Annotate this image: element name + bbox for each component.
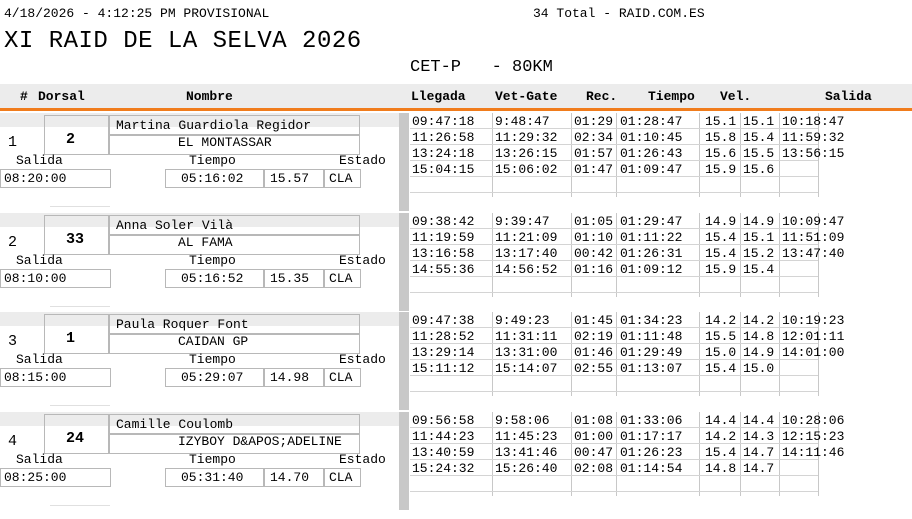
loop-cell: 15.0 xyxy=(705,345,737,360)
loop-cell: 09:47:18 xyxy=(412,114,475,129)
grid-line xyxy=(616,213,617,297)
salida-value: 08:10:00 xyxy=(4,271,67,286)
tiempo-label: Tiempo xyxy=(189,352,236,367)
loop-cell: 01:11:48 xyxy=(620,329,683,344)
estado-label: Estado xyxy=(339,452,386,467)
loop-cell: 14.3 xyxy=(743,429,775,444)
position: 2 xyxy=(8,234,18,251)
dorsal-box xyxy=(44,314,110,354)
loop-cell: 14.4 xyxy=(743,413,775,428)
report-timestamp: 4/18/2026 - 4:12:25 PM PROVISIONAL xyxy=(4,6,270,21)
loop-cell: 01:05 xyxy=(574,214,614,229)
estado-value: CLA xyxy=(329,470,353,485)
grid-line xyxy=(616,412,617,496)
grid-line xyxy=(571,113,572,197)
loop-cell: 14.9 xyxy=(705,214,737,229)
loop-cell: 13:56:15 xyxy=(782,146,845,161)
loop-cell: 14.4 xyxy=(705,413,737,428)
loop-cell: 10:09:47 xyxy=(782,214,845,229)
grid-line xyxy=(410,292,818,293)
loop-cell: 15.1 xyxy=(705,114,737,129)
tiempo-label: Tiempo xyxy=(189,153,236,168)
loop-cell: 15.4 xyxy=(743,262,775,277)
loop-cell: 15.1 xyxy=(743,114,775,129)
horse-name: IZYBOY D&APOS;ADELINE xyxy=(178,434,342,449)
loop-cell: 15:24:32 xyxy=(412,461,475,476)
loop-cell: 01:33:06 xyxy=(620,413,683,428)
rider-name: Camille Coulomb xyxy=(116,417,234,432)
grid-line xyxy=(410,391,818,392)
loop-cell: 15.4 xyxy=(705,445,737,460)
vel-value: 15.35 xyxy=(270,271,310,286)
dorsal-number: 2 xyxy=(66,131,76,148)
loop-cell: 01:26:43 xyxy=(620,146,683,161)
event-title: XI RAID DE LA SELVA 2026 xyxy=(4,28,362,55)
loop-cell: 11:21:09 xyxy=(495,230,558,245)
loop-cell: 13:47:40 xyxy=(782,246,845,261)
col-llegada: Llegada xyxy=(411,89,466,104)
grid-line xyxy=(410,192,818,193)
grid-line xyxy=(699,312,700,396)
col-vetgate: Vet-Gate xyxy=(495,89,558,104)
loop-cell: 01:09:47 xyxy=(620,162,683,177)
estado-label: Estado xyxy=(339,153,386,168)
loop-cell: 01:14:54 xyxy=(620,461,683,476)
loop-cell: 01:26:31 xyxy=(620,246,683,261)
rider-name: Martina Guardiola Regidor xyxy=(116,118,312,133)
loop-cell: 15.4 xyxy=(705,230,737,245)
loop-cell: 13:41:46 xyxy=(495,445,558,460)
loop-cell: 9:39:47 xyxy=(495,214,550,229)
loop-cell: 10:28:06 xyxy=(782,413,845,428)
col-nombre: Nombre xyxy=(186,89,233,104)
column-separator xyxy=(399,412,409,510)
rider-block xyxy=(0,113,912,211)
loop-cell: 11:44:23 xyxy=(412,429,475,444)
loop-cell: 01:08 xyxy=(574,413,614,428)
divider xyxy=(50,206,110,207)
horse-name: CAIDAN GP xyxy=(178,334,249,349)
loop-cell: 15.0 xyxy=(743,361,775,376)
estado-value: CLA xyxy=(329,171,353,186)
loop-cell: 01:28:47 xyxy=(620,114,683,129)
rider-name: Paula Roquer Font xyxy=(116,317,249,332)
horse-name: EL MONTASSAR xyxy=(178,135,272,150)
loop-cell: 01:46 xyxy=(574,345,614,360)
total-count: 34 Total - RAID.COM.ES xyxy=(533,6,705,21)
loop-cell: 15.5 xyxy=(705,329,737,344)
salida-label: Salida xyxy=(16,253,63,268)
loop-cell: 12:01:11 xyxy=(782,329,845,344)
loop-cell: 01:09:12 xyxy=(620,262,683,277)
loop-cell: 13:40:59 xyxy=(412,445,475,460)
loop-cell: 14.8 xyxy=(705,461,737,476)
loop-cell: 02:55 xyxy=(574,361,614,376)
salida-label: Salida xyxy=(16,452,63,467)
salida-value: 08:15:00 xyxy=(4,370,67,385)
loop-cell: 01:10 xyxy=(574,230,614,245)
column-separator xyxy=(399,312,409,410)
loop-cell: 11:19:59 xyxy=(412,230,475,245)
loop-cell: 13:24:18 xyxy=(412,146,475,161)
category-label: CET-P - 80KM xyxy=(410,58,553,77)
grid-line xyxy=(492,213,493,297)
grid-line xyxy=(699,213,700,297)
grid-line xyxy=(492,312,493,396)
loop-cell: 01:17:17 xyxy=(620,429,683,444)
rider-block xyxy=(0,312,912,410)
grid-line xyxy=(699,412,700,496)
horse-box xyxy=(108,234,360,255)
loop-cell: 00:47 xyxy=(574,445,614,460)
salida-value: 08:20:00 xyxy=(4,171,67,186)
divider xyxy=(50,306,110,307)
loop-cell: 15.4 xyxy=(743,130,775,145)
dorsal-box xyxy=(44,115,110,155)
loop-cell: 13:29:14 xyxy=(412,345,475,360)
loop-cell: 11:31:11 xyxy=(495,329,558,344)
loop-cell: 15:04:15 xyxy=(412,162,475,177)
loop-cell: 02:08 xyxy=(574,461,614,476)
column-header-row xyxy=(0,84,912,111)
grid-line xyxy=(571,412,572,496)
grid-line xyxy=(410,491,818,492)
loop-cell: 13:26:15 xyxy=(495,146,558,161)
grid-line xyxy=(616,113,617,197)
estado-label: Estado xyxy=(339,352,386,367)
loop-cell: 13:31:00 xyxy=(495,345,558,360)
loop-cell: 11:59:32 xyxy=(782,130,845,145)
col-vel: Vel. xyxy=(720,89,752,104)
loop-cell: 01:16 xyxy=(574,262,614,277)
grid-line xyxy=(779,312,780,396)
loop-cell: 02:19 xyxy=(574,329,614,344)
loop-cell: 10:19:23 xyxy=(782,313,845,328)
loop-cell: 10:18:47 xyxy=(782,114,845,129)
loop-cell: 11:26:58 xyxy=(412,130,475,145)
loop-cell: 14.2 xyxy=(743,313,775,328)
grid-line xyxy=(740,312,741,396)
col-tiempo: Tiempo xyxy=(648,89,695,104)
loop-cell: 01:45 xyxy=(574,313,614,328)
column-separator xyxy=(399,213,409,311)
position: 4 xyxy=(8,433,18,450)
salida-label: Salida xyxy=(16,153,63,168)
loop-cell: 13:16:58 xyxy=(412,246,475,261)
grid-line xyxy=(779,412,780,496)
tiempo-label: Tiempo xyxy=(189,452,236,467)
col-salida: Salida xyxy=(825,89,872,104)
position: 1 xyxy=(8,134,18,151)
loop-cell: 01:11:22 xyxy=(620,230,683,245)
grid-line xyxy=(571,213,572,297)
salida-label: Salida xyxy=(16,352,63,367)
divider xyxy=(50,505,110,506)
loop-cell: 01:47 xyxy=(574,162,614,177)
col-rec: Rec. xyxy=(586,89,618,104)
loop-cell: 11:29:32 xyxy=(495,130,558,145)
loop-cell: 15.5 xyxy=(743,146,775,161)
loop-cell: 14.2 xyxy=(705,429,737,444)
loop-cell: 15:14:07 xyxy=(495,361,558,376)
loop-cell: 9:58:06 xyxy=(495,413,550,428)
loop-cell: 01:29:49 xyxy=(620,345,683,360)
loop-cell: 13:17:40 xyxy=(495,246,558,261)
rider-block xyxy=(0,213,912,311)
position: 3 xyxy=(8,333,18,350)
loop-cell: 14:01:00 xyxy=(782,345,845,360)
loop-cell: 15.2 xyxy=(743,246,775,261)
col-dorsal: Dorsal xyxy=(38,89,85,104)
loop-cell: 9:48:47 xyxy=(495,114,550,129)
loop-cell: 15.1 xyxy=(743,230,775,245)
loop-cell: 01:00 xyxy=(574,429,614,444)
loop-cell: 14:56:52 xyxy=(495,262,558,277)
grid-line xyxy=(616,312,617,396)
loop-cell: 15.9 xyxy=(705,162,737,177)
tiempo-value: 05:16:02 xyxy=(181,171,244,186)
grid-line xyxy=(740,412,741,496)
loop-cell: 01:34:23 xyxy=(620,313,683,328)
dorsal-number: 33 xyxy=(66,231,85,248)
vel-value: 14.98 xyxy=(270,370,310,385)
grid-line xyxy=(740,113,741,197)
tiempo-value: 05:29:07 xyxy=(181,370,244,385)
loop-cell: 01:13:07 xyxy=(620,361,683,376)
loop-cell: 14.9 xyxy=(743,345,775,360)
grid-line xyxy=(571,312,572,396)
loop-cell: 01:29 xyxy=(574,114,614,129)
loop-cell: 15:06:02 xyxy=(495,162,558,177)
loop-cell: 11:45:23 xyxy=(495,429,558,444)
column-separator xyxy=(399,113,409,211)
vel-value: 14.70 xyxy=(270,470,310,485)
grid-line xyxy=(779,113,780,197)
loop-cell: 14:55:36 xyxy=(412,262,475,277)
tiempo-value: 05:31:40 xyxy=(181,470,244,485)
tiempo-value: 05:16:52 xyxy=(181,271,244,286)
loop-cell: 01:29:47 xyxy=(620,214,683,229)
loop-cell: 15.6 xyxy=(743,162,775,177)
loop-cell: 14.9 xyxy=(743,214,775,229)
loop-cell: 14.7 xyxy=(743,445,775,460)
loop-cell: 01:57 xyxy=(574,146,614,161)
grid-line xyxy=(492,412,493,496)
estado-label: Estado xyxy=(339,253,386,268)
loop-cell: 15.4 xyxy=(705,361,737,376)
loop-cell: 11:28:52 xyxy=(412,329,475,344)
loop-cell: 14.8 xyxy=(743,329,775,344)
col-pos: # xyxy=(20,89,28,104)
tiempo-label: Tiempo xyxy=(189,253,236,268)
dorsal-number: 1 xyxy=(66,330,76,347)
loop-cell: 15.9 xyxy=(705,262,737,277)
estado-value: CLA xyxy=(329,271,353,286)
loop-cell: 00:42 xyxy=(574,246,614,261)
salida-value: 08:25:00 xyxy=(4,470,67,485)
loop-cell: 12:15:23 xyxy=(782,429,845,444)
rider-block xyxy=(0,412,912,510)
loop-cell: 15.8 xyxy=(705,130,737,145)
loop-cell: 01:26:23 xyxy=(620,445,683,460)
dorsal-number: 24 xyxy=(66,430,85,447)
loop-cell: 15:11:12 xyxy=(412,361,475,376)
loop-cell: 14:11:46 xyxy=(782,445,845,460)
loop-cell: 14.7 xyxy=(743,461,775,476)
grid-line xyxy=(779,213,780,297)
loop-cell: 14.2 xyxy=(705,313,737,328)
horse-name: AL FAMA xyxy=(178,235,233,250)
vel-value: 15.57 xyxy=(270,171,310,186)
loop-cell: 09:38:42 xyxy=(412,214,475,229)
loop-cell: 15:26:40 xyxy=(495,461,558,476)
loop-cell: 9:49:23 xyxy=(495,313,550,328)
loop-cell: 01:10:45 xyxy=(620,130,683,145)
loop-cell: 02:34 xyxy=(574,130,614,145)
loop-cell: 09:47:38 xyxy=(412,313,475,328)
rider-name: Anna Soler Vilà xyxy=(116,218,234,233)
loop-cell: 15.4 xyxy=(705,246,737,261)
loop-cell: 15.6 xyxy=(705,146,737,161)
loop-cell: 11:51:09 xyxy=(782,230,845,245)
loop-cell: 09:56:58 xyxy=(412,413,475,428)
estado-value: CLA xyxy=(329,370,353,385)
divider xyxy=(50,405,110,406)
grid-line xyxy=(740,213,741,297)
grid-line xyxy=(492,113,493,197)
grid-line xyxy=(699,113,700,197)
